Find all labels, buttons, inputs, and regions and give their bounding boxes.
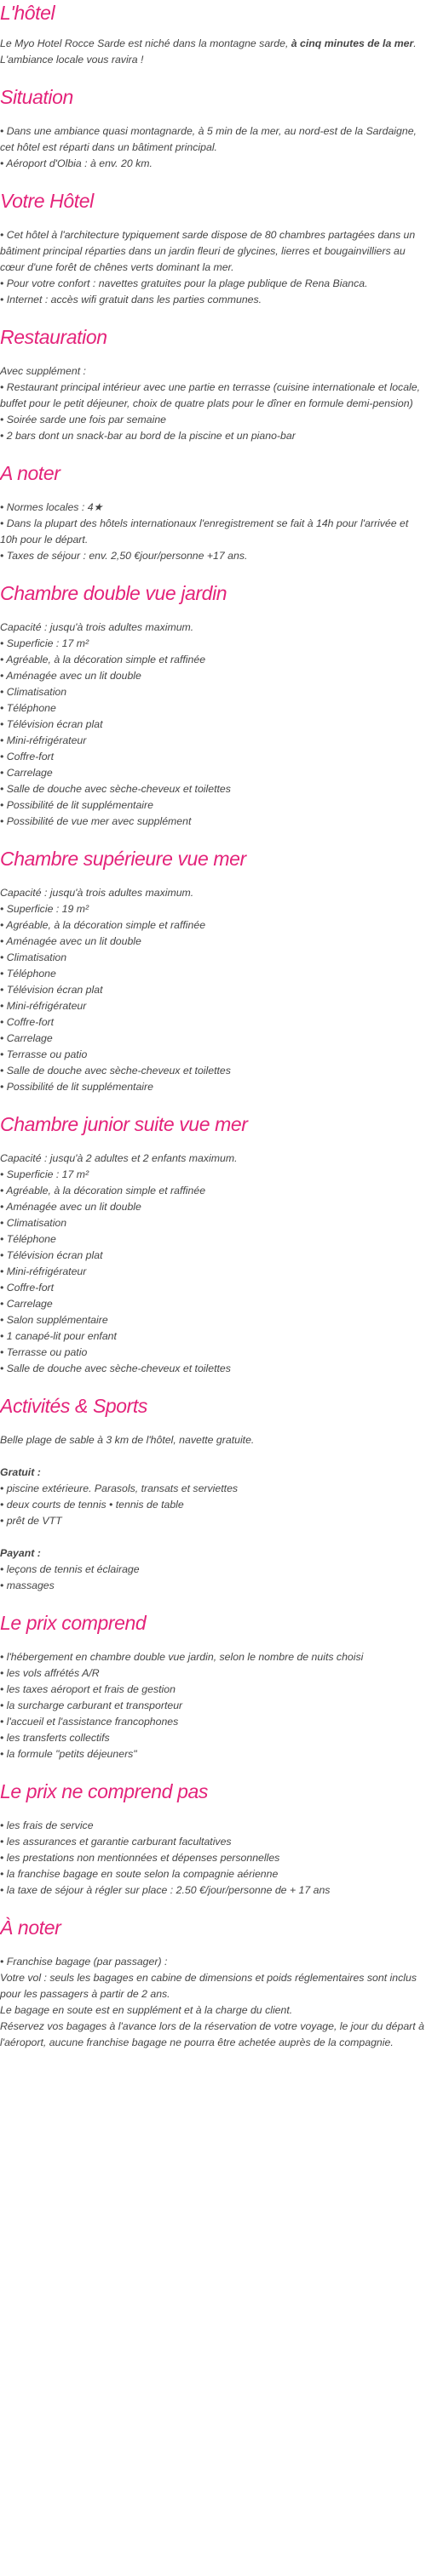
list-item: • Télévision écran plat [0,984,103,996]
a-noter-2-list [0,1954,424,2051]
section-title: Restauration [0,326,107,348]
list-item: • 2 bars dont un snack-bar au bord de la piscine et un piano-bar [0,430,296,442]
votre-hotel-list [0,227,424,308]
list-item: • l'accueil et l'assistance francophones [0,1716,179,1728]
list-item: • Mini-réfrigérateur [0,1265,87,1277]
list-item: • Coffre-fort [0,1016,55,1028]
list-item: • piscine extérieure. Parasols, transats et serviettes [0,1482,239,1494]
list-item: • Taxes de séjour : env. 2,50 €jour/personne +17 ans. [0,550,248,562]
section-title: Chambre double vue jardin [0,582,227,604]
list-item: • deux courts de tennis • tennis de table [0,1499,184,1511]
list-item: • Aménagée avec un lit double [0,935,141,947]
section-title: Le prix ne comprend pas [0,1780,208,1802]
list-item: • Normes locales : 4★ [0,501,103,513]
section-votre-hotel [0,188,424,308]
list-item: • Téléphone [0,702,56,714]
list-item: • Mini-réfrigérateur [0,1000,87,1012]
list-item: Le bagage en soute est en supplément et à la charge du client. [0,2004,293,2016]
list-item: • les prestations non mentionnées et dépenses personnelles [0,1852,280,1864]
list-item: • Superficie : 17 m² [0,637,89,649]
chambre-jardin-list [0,620,424,830]
list-item: • Télévision écran plat [0,1249,103,1261]
list-item: • leçons de tennis et éclairage [0,1563,140,1575]
list-item: • Possibilité de lit supplémentaire [0,799,153,811]
payant-label [0,1545,424,1562]
chambre-superieure-list [0,885,424,1095]
list-item: • Agréable, à la décoration simple et raffinée [0,1185,206,1197]
gratuit-label [0,1465,424,1481]
list-item: • Aménagée avec un lit double [0,1201,141,1213]
list-item: • Coffre-fort [0,1282,55,1294]
section-a-noter-2 [0,1915,424,2051]
list-item: • Dans la plupart des hôtels internationaux l'enregistrement se fait à 14h pour l'arrivée et 10h pour le départ. [0,517,409,545]
list-item: • Télévision écran plat [0,718,103,730]
section-chambre-superieure [0,846,424,1095]
payant-label-text: Payant : [0,1547,41,1559]
list-item: • Restaurant principal intérieur avec une partie en terrasse (cuisine internationale et locale, buffet pour le petit déjeuner, choix de quatre plats pour le dîner en formule demi-pension) [0,381,421,409]
activites-list [0,1432,424,1594]
list-item: • Pour votre confort : navettes gratuites pour la plage publique de Rena Bianca. [0,277,368,289]
list-item: • Salon supplémentaire [0,1314,108,1326]
list-item: • Agréable, à la décoration simple et raffinée [0,654,206,665]
list-item: • Soirée sarde une fois par semaine [0,414,167,426]
list-item: • Salle de douche avec sèche-cheveux et toilettes [0,1065,231,1077]
section-title: Activités & Sports [0,1395,148,1417]
list-item: • Possibilité de lit supplémentaire [0,1081,153,1093]
list-item: • Climatisation [0,686,67,698]
section-title: Chambre junior suite vue mer [0,1113,248,1135]
list-item: • Aménagée avec un lit double [0,670,141,682]
list-item: • Possibilité de vue mer avec supplément [0,815,192,827]
list-item: • les vols affrétés A/R [0,1667,100,1679]
prix-comprend-list [0,1649,424,1762]
list-item: • Terrasse ou patio [0,1346,88,1358]
list-item: • Superficie : 19 m² [0,903,89,915]
list-item: • Cet hôtel à l'architecture typiquement sarde dispose de 80 chambres partagées dans un bâtiment principal réparties dans un jardin fleuri de glycines, lierres et bougainvilliers au cœur d'une forêt de chênes verts dominant la mer. [0,229,416,273]
list-item: Capacité : jusqu'à trois adultes maximum. [0,621,194,633]
list-item: Capacité : jusqu'à trois adultes maximum. [0,887,194,899]
list-item: • Superficie : 17 m² [0,1168,89,1180]
section-restauration [0,324,424,444]
list-item: • Téléphone [0,1233,56,1245]
list-item: • la taxe de séjour à régler sur place : 2.50 €/jour/personne de + 17 ans [0,1884,331,1896]
list-item: • les frais de service [0,1819,94,1831]
list-item: • Salle de douche avec sèche-cheveux et toilettes [0,1362,231,1374]
gratuit-label-text: Gratuit : [0,1466,41,1478]
activites-intro: Belle plage de sable à 3 km de l'hôtel, navette gratuite. [0,1434,255,1446]
list-item: • les taxes aéroport et frais de gestion [0,1683,176,1695]
section-chambre-junior [0,1111,424,1377]
list-item: Avec supplément : [0,365,86,377]
list-item: • Coffre-fort [0,751,55,763]
section-hotel [0,0,424,68]
section-a-noter [0,460,424,564]
hotel-intro [0,36,424,68]
situation-list [0,123,424,172]
section-title: Chambre supérieure vue mer [0,848,246,870]
section-title: Votre Hôtel [0,190,94,212]
list-item: • Franchise bagage (par passager) : [0,1956,168,1968]
list-item: • Salle de douche avec sèche-cheveux et toilettes [0,783,231,795]
section-prix-ne-comprend [0,1779,424,1899]
list-item: • Carrelage [0,767,53,779]
section-title: A noter [0,462,60,484]
section-title: Le prix comprend [0,1612,147,1634]
list-item: • Téléphone [0,968,56,980]
list-item: • Carrelage [0,1298,53,1310]
a-noter-list [0,500,424,564]
section-title: L'hôtel [0,2,55,24]
list-item: • les transferts collectifs [0,1732,110,1744]
hotel-intro-text: Le Myo Hotel Rocce Sarde est niché dans la montagne sarde, [0,37,291,49]
list-item: • prêt de VTT [0,1515,62,1527]
section-activites [0,1393,424,1594]
chambre-junior-list [0,1151,424,1377]
list-item: Votre vol : seuls les bagages en cabine de dimensions et poids réglementaires sont inclus pour les passagers à partir de 2 ans. [0,1972,417,2000]
section-chambre-jardin [0,580,424,830]
list-item: Capacité : jusqu'à 2 adultes et 2 enfants maximum. [0,1152,238,1164]
list-item: • Mini-réfrigérateur [0,734,87,746]
list-item: • la surcharge carburant et transporteur [0,1699,183,1711]
hotel-intro-end: . L'ambiance locale vous ravira ! [0,37,417,66]
list-item: • la formule "petits déjeuners" [0,1748,137,1760]
list-item: • Climatisation [0,951,67,963]
section-title: À noter [0,1916,61,1939]
list-item: • Carrelage [0,1032,53,1044]
list-item: • 1 canapé-lit pour enfant [0,1330,117,1342]
list-item: • Dans une ambiance quasi montagnarde, à 5 min de la mer, au nord-est de la Sardaigne, cet hôtel est réparti dans un bâtiment principal. [0,125,417,153]
list-item: • Terrasse ou patio [0,1048,88,1060]
section-situation [0,84,424,172]
list-item: Réservez vos bagages à l'avance lors de la réservation de votre voyage, le jour du départ à l'aéroport, aucune franchise bagage ne pourra être achetée auprès de la compagnie. [0,2020,424,2048]
hotel-intro-bold: à cinq minutes de la mer [291,37,414,49]
list-item: • Aéroport d'Olbia : à env. 20 km. [0,157,153,169]
prix-ne-comprend-list [0,1818,424,1899]
list-item: • la franchise bagage en soute selon la compagnie aérienne [0,1868,279,1880]
list-item: • Agréable, à la décoration simple et raffinée [0,919,206,931]
list-item: • l'hébergement en chambre double vue jardin, selon le nombre de nuits choisi [0,1651,364,1663]
list-item: • Climatisation [0,1217,67,1229]
list-item: • Internet : accès wifi gratuit dans les parties communes. [0,294,262,306]
section-title: Situation [0,86,73,108]
restauration-list [0,363,424,444]
list-item: • massages [0,1579,55,1591]
list-item: • les assurances et garantie carburant facultatives [0,1836,232,1848]
section-prix-comprend [0,1610,424,1762]
